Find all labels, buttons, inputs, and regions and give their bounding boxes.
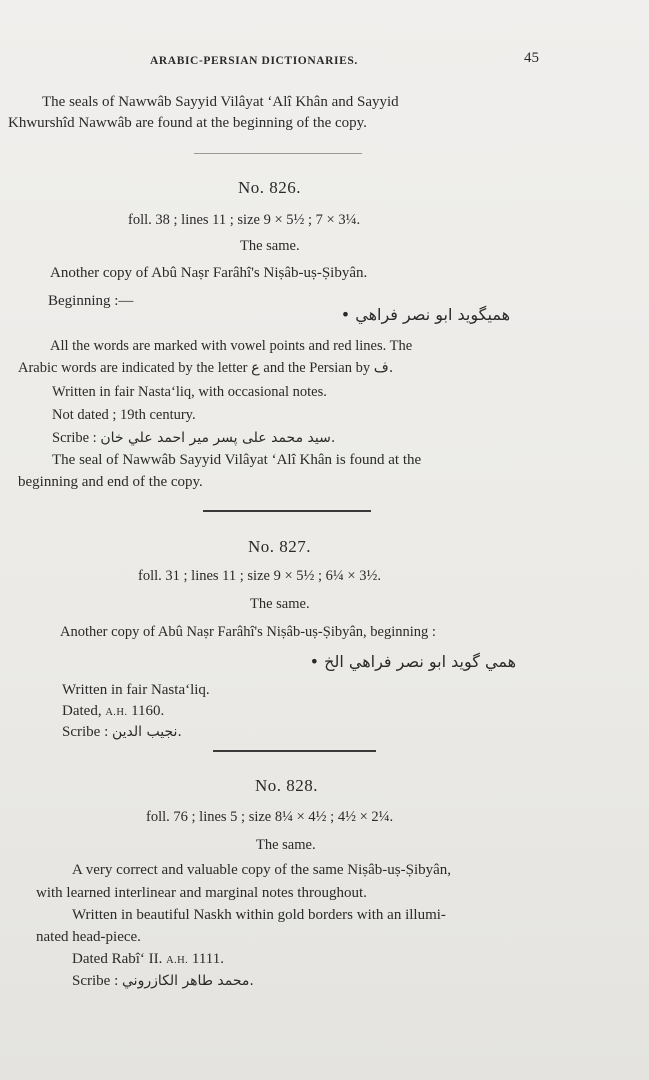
entry-826-date: Not dated ; 19th century. [52, 407, 196, 423]
entry-827-title: The same. [250, 596, 310, 612]
entry-827-scribe-label: Scribe : [62, 724, 109, 740]
entry-827-description: Another copy of Abû Naṣr Farâhî's Niṣâb-uṣ-Ṣibyân, beginning : [60, 624, 436, 640]
section-divider [194, 153, 362, 154]
entry-828-desc-line-1: A very correct and valuable copy of the same Niṣâb-uṣ-Ṣibyân, [72, 862, 452, 878]
entry-828-desc-line-2: with learned interlinear and marginal notes throughout. [36, 885, 367, 901]
entry-826-beginning-arabic: همیگوید ابو نصر فراهي • [340, 305, 510, 324]
entry-826-letter-fa: ف. [373, 360, 394, 376]
entry-827-date-era: A.H. [105, 707, 128, 718]
entry-827-date [62, 703, 164, 720]
entry-828-writing-line-2: nated head-piece. [36, 929, 141, 945]
entry-827-number: No. 827. [248, 537, 312, 556]
entry-828-date [72, 951, 224, 968]
entry-826-seal-line-1: The seal of Nawwâb Sayyid Vilâyat ‘Alî Khân is found at the [52, 452, 422, 468]
entry-826-beginning-label: Beginning :— [48, 293, 134, 309]
entry-828-number: No. 828. [255, 776, 319, 795]
entry-826-writing: Written in fair Nasta‘liq, with occasional notes. [52, 384, 327, 400]
entry-826-letter-ain: ع [251, 360, 260, 376]
entry-827-collation: foll. 31 ; lines 11 ; size 9 × 5½ ; 6¼ × 3½. [138, 568, 381, 584]
entry-826-collation: foll. 38 ; lines 11 ; size 9 × 5½ ; 7 × 3¼. [128, 212, 361, 228]
entry-826-notes-text-a: Arabic words are indicated by the letter [18, 360, 248, 376]
entry-828-date-year: 1111. [191, 951, 224, 967]
entry-826-scribe [52, 430, 335, 447]
running-title: ARABIC-PERSIAN DICTIONARIES. [150, 55, 358, 67]
entry-827-scribe-arabic: نجیب الدین. [112, 724, 182, 740]
entry-826-notes-line-2 [18, 360, 393, 377]
entry-826-description: Another copy of Abû Naṣr Farâhî's Niṣâb-uṣ-Ṣibyân. [50, 265, 368, 281]
entry-826-title: The same. [240, 238, 300, 254]
entry-828-scribe-arabic: محمد طاهر الكازروني. [122, 973, 254, 989]
entry-826-scribe-arabic: سید محمد علی پسر میر احمد علي خان. [100, 430, 336, 446]
entry-827-date-prefix: Dated, [62, 703, 102, 719]
entry-828-scribe [72, 973, 254, 990]
entry-828-title: The same. [256, 837, 316, 853]
entry-827-beginning-arabic: همي گوید ابو نصر فراهي الخ • [309, 652, 516, 671]
entry-827-date-year: 1160. [131, 703, 165, 719]
intro-line-1: The seals of Nawwâb Sayyid Vilâyat ‘Alî Khân and Sayyid [42, 94, 399, 110]
entry-828-date-prefix: Dated Rabî‘ II. [72, 951, 163, 967]
entry-827-writing: Written in fair Nasta‘liq. [62, 682, 210, 698]
section-divider [203, 510, 371, 512]
entry-826-scribe-label: Scribe : [52, 430, 97, 446]
entry-826-notes-text-b: and the Persian by [263, 360, 371, 376]
entry-828-date-era: A.H. [166, 955, 189, 966]
section-divider [213, 750, 376, 752]
intro-line-2: Khwurshîd Nawwâb are found at the beginning of the copy. [8, 115, 367, 131]
entry-826-notes-line-1: All the words are marked with vowel points and red lines. The [50, 338, 413, 354]
entry-826-seal-line-2: beginning and end of the copy. [18, 474, 203, 490]
entry-828-scribe-label: Scribe : [72, 973, 119, 989]
entry-827-scribe [62, 724, 182, 741]
entry-826-number: No. 826. [238, 178, 302, 197]
entry-828-writing-line-1: Written in beautiful Naskh within gold borders with an illumi- [72, 907, 446, 923]
page-number: 45 [524, 50, 539, 66]
entry-828-collation: foll. 76 ; lines 5 ; size 8¼ × 4½ ; 4½ × 2¼. [146, 809, 394, 825]
